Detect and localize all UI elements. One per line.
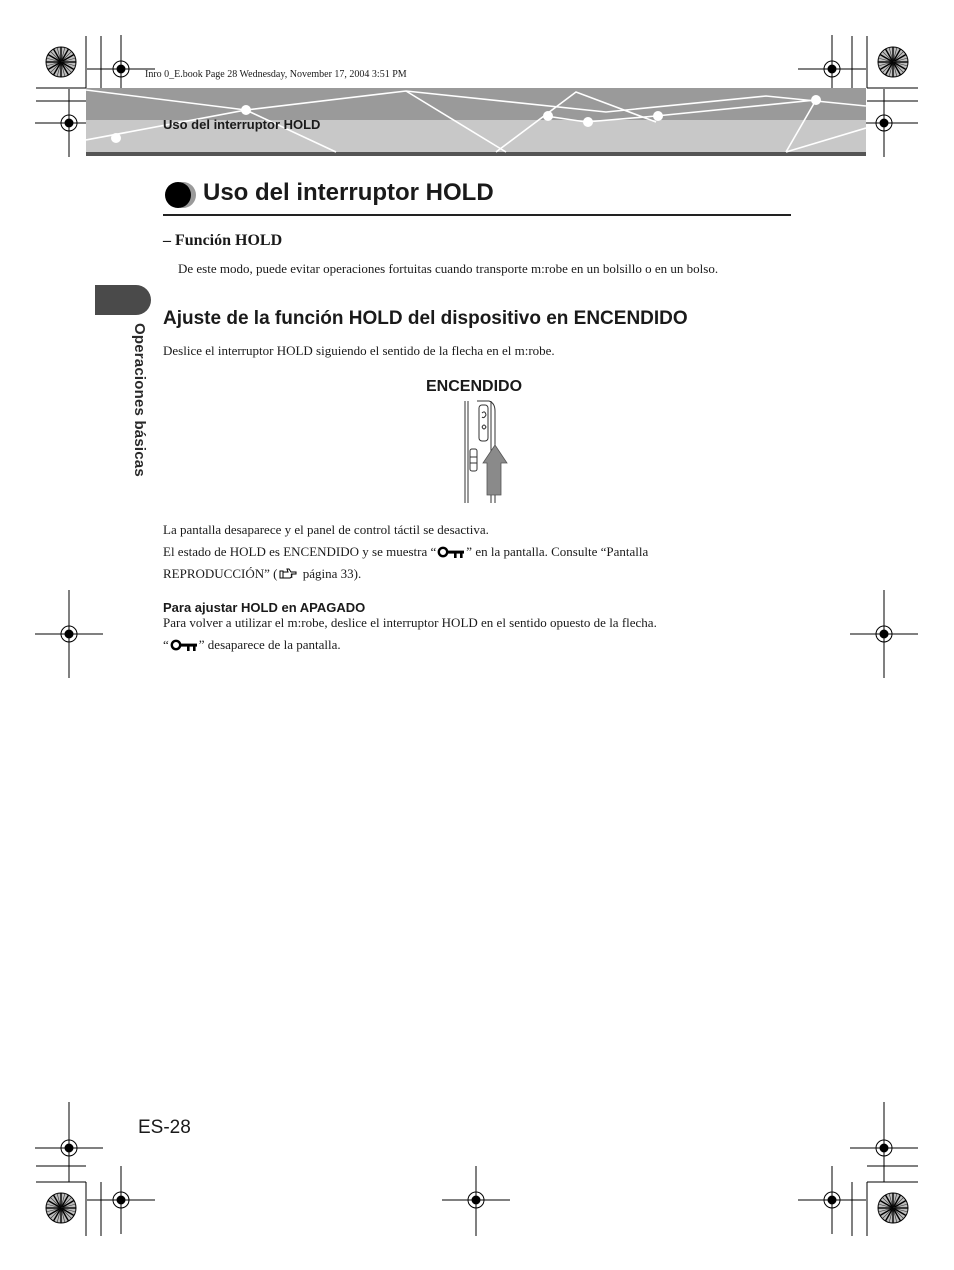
registration-crosshair-icon	[850, 1114, 918, 1182]
result-line2-end: ” en la pantalla. Consulte “Pantalla	[466, 544, 649, 559]
section-off-heading: Para ajustar HOLD en APAGADO	[163, 600, 366, 615]
registration-crosshair-icon	[35, 1114, 103, 1182]
header-section-title: Uso del interruptor HOLD	[163, 117, 321, 132]
heading-bullet-icon	[164, 180, 198, 210]
title-rule	[163, 214, 791, 216]
registration-rosette-icon	[46, 1193, 76, 1223]
chapter-tab	[95, 285, 151, 315]
pointing-hand-icon	[279, 568, 297, 580]
result-line3-start: REPRODUCCIÓN” (	[163, 566, 278, 581]
section-on-instruction: Deslice el interruptor HOLD siguiendo el sentido de la flecha en el m:robe.	[163, 343, 555, 358]
page-title: Uso del interruptor HOLD	[203, 179, 494, 206]
section-on-heading: Ajuste de la función HOLD del dispositivo en ENCENDIDO	[163, 308, 688, 329]
chapter-label: Operaciones básicas	[131, 323, 148, 477]
registration-crosshair-icon	[442, 1166, 510, 1234]
registration-crosshair-icon	[798, 1166, 866, 1234]
key-icon	[170, 639, 198, 651]
figure-label: ENCENDIDO	[426, 378, 523, 395]
section-off-line1: Para volver a utilizar el m:robe, deslice el interruptor HOLD en el sentido opuesto de la flecha.	[163, 615, 657, 630]
hold-function-heading: – Función HOLD	[163, 232, 283, 249]
registration-crosshair-icon	[850, 600, 918, 668]
section-off-line2	[163, 637, 341, 653]
hold-function-text: De este modo, puede evitar operaciones fortuitas cuando transporte m:robe en un bolsillo o en un bolso.	[178, 261, 719, 276]
registration-crosshair-icon	[35, 600, 103, 668]
section-on-result-line2	[163, 544, 648, 560]
key-icon	[437, 546, 465, 558]
result-line2-start: El estado de HOLD es ENCENDIDO y se muestra “	[163, 544, 437, 559]
result-line3-end: página 33).	[299, 566, 362, 581]
print-info: Inro 0_E.book Page 28 Wednesday, November 17, 2004 3:51 PM	[145, 69, 407, 80]
page-number: ES-28	[138, 1117, 191, 1138]
device-hold-switch-illustration	[455, 399, 515, 505]
registration-rosette-icon	[878, 1193, 908, 1223]
registration-rosette-icon	[878, 47, 908, 77]
registration-crosshair-icon	[87, 1166, 155, 1234]
off-line2-start: “	[163, 637, 169, 652]
registration-rosette-icon	[46, 47, 76, 77]
section-on-result-line1: La pantalla desaparece y el panel de control táctil se desactiva.	[163, 522, 489, 537]
off-line2-end: ” desaparece de la pantalla.	[198, 637, 341, 652]
section-on-result-line3	[163, 566, 361, 582]
